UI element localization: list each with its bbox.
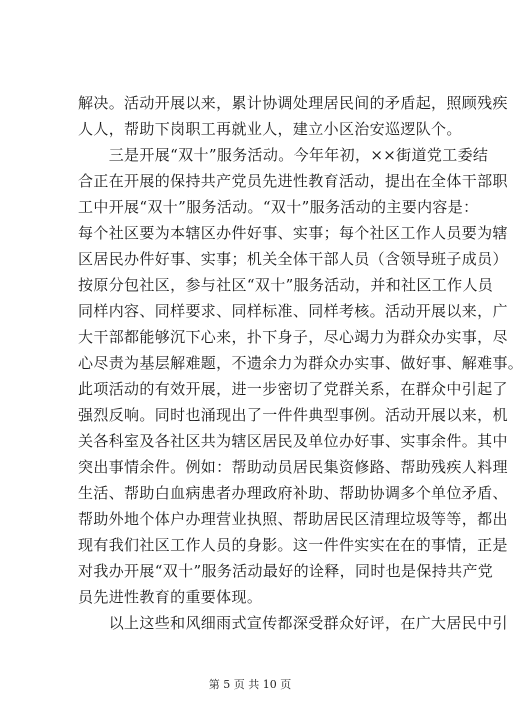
text-line: 人人，帮助下岗职工再就业人，建立小区治安巡逻队个。 (78, 120, 462, 138)
text-line: 突出事情余件。例如：帮助动员居民集资修路、帮助残疾人料理 (78, 458, 508, 476)
text-line: 按原分包社区，参与社区“双十”服务活动，并和社区工作人员 (78, 276, 494, 294)
text-line: 同样内容、同样要求、同样标准、同样考核。活动开展以来，广 (78, 302, 508, 320)
text-line: 现有我们社区工作人员的身影。这一件件实实在在的事情，正是 (78, 536, 508, 554)
text-line: 大干部都能够沉下心来，扑下身子，尽心竭力为群众办实事，尽 (78, 328, 508, 346)
page-footer (0, 676, 500, 692)
text-line: 员先进性教育的重要体现。 (78, 588, 263, 606)
text-line: 合正在开展的保持共产党员先进性教育活动，提出在全体干部职 (78, 172, 508, 190)
text-line: 此项活动的有效开展，进一步密切了党群关系，在群众中引起了 (78, 380, 508, 398)
text-line: 解决。活动开展以来，累计协调处理居民间的矛盾起，照顾残疾 (78, 94, 508, 112)
text-line: 工中开展“双十”服务活动。“双十”服务活动的主要内容是： (78, 198, 479, 216)
text-line: 区居民办件好事、实事；机关全体干部人员（含领导班子成员） (78, 250, 508, 268)
text-line: 三是开展“双十”服务活动。今年年初，××街道党工委结 (78, 146, 489, 164)
text-line: 以上这些和风细雨式宣传都深受群众好评，在广大居民中引 (78, 614, 508, 632)
text-line: 生活、帮助白血病患者办理政府补助、帮助协调多个单位矛盾、 (78, 484, 508, 502)
text-line: 每个社区要为本辖区办件好事、实事；每个社区工作人员要为辖 (78, 224, 508, 242)
text-line: 强烈反响。同时也涌现出了一件件典型事例。活动开展以来，机 (78, 406, 508, 424)
text-line: 对我办开展“双十”服务活动最好的诠释，同时也是保持共产党 (78, 562, 494, 580)
text-line: 关各科室及各社区共为辖区居民及单位办好事、实事余件。其中 (78, 432, 508, 450)
document-body (78, 90, 523, 636)
text-line: 心尽责为基层解难题，不遗余力为群众办实事、做好事、解难事。 (78, 354, 523, 372)
page-number: 第 5 页 共 10 页 (208, 678, 292, 691)
text-line: 帮助外地个体户办理营业执照、帮助居民区清理垃圾等等，都出 (78, 510, 508, 528)
